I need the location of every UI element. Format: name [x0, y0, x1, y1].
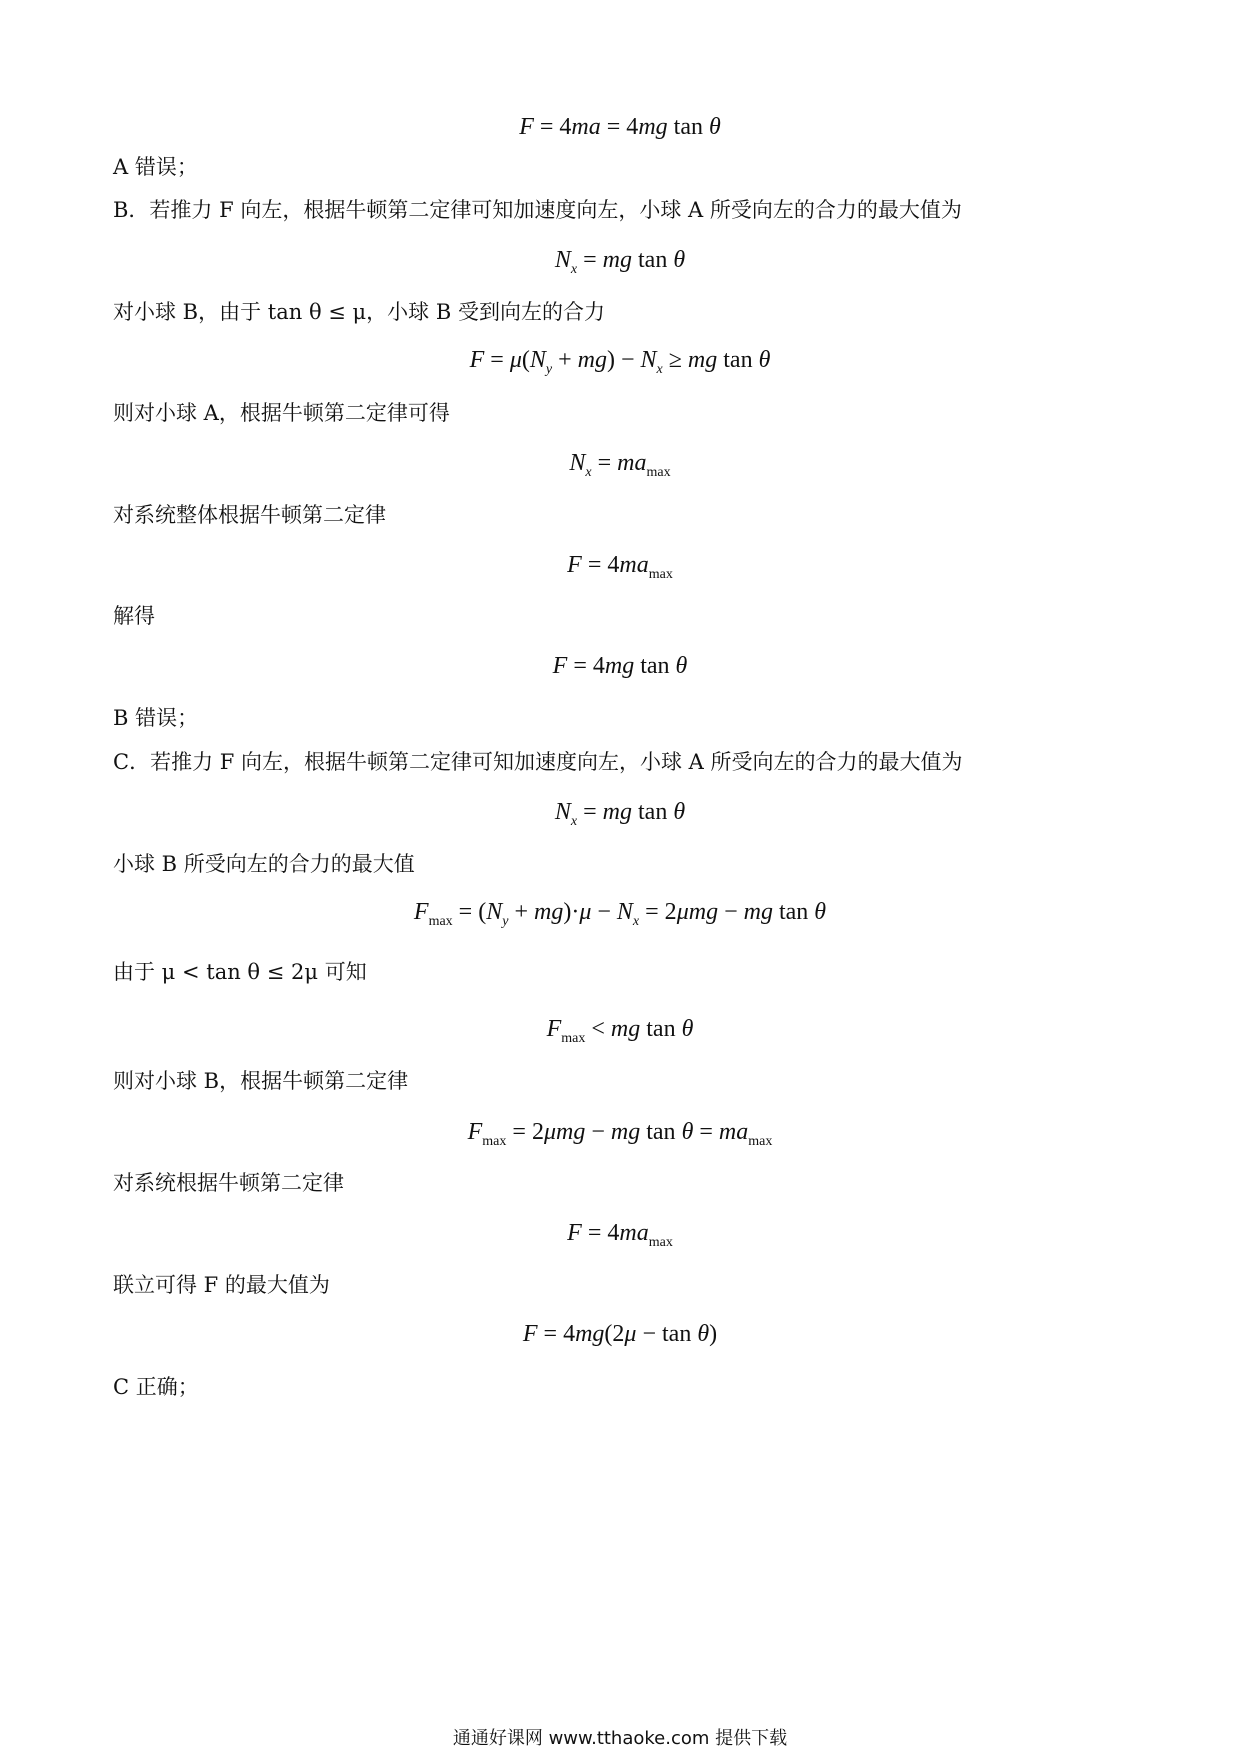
equation: F = 4ma = 4mg tan θ: [519, 114, 721, 140]
paragraph: 小球 B 所受向左的合力的最大值: [113, 852, 415, 876]
equation: $N_x$ = mg tan θ: [554, 799, 686, 829]
paragraph: B．若推力 F 向左，根据牛顿第二定律可知加速度向左，小球 A 所受向左的合力的最大值为: [113, 198, 962, 222]
page-footer: 通通好课网 www.tthaoke.com 提供下载: [452, 1728, 788, 1749]
paragraph: 对小球 B，由于 tan θ ≤ μ，小球 B 受到向左的合力: [113, 300, 605, 324]
paragraph: C 正确；: [113, 1375, 199, 1399]
paragraph: 解得: [113, 604, 155, 628]
paragraph: B 错误；: [113, 706, 199, 730]
paragraph: 对系统整体根据牛顿第二定律: [113, 503, 386, 527]
paragraph: C．若推力 F 向左，根据牛顿第二定律可知加速度向左，小球 A 所受向左的合力的最大值为: [113, 750, 963, 774]
equation: $F_{max} = 2\mu mg$ − mg $\tan \theta = ma_{max}$: [467, 1119, 773, 1149]
paragraph: A 错误；: [113, 155, 198, 179]
equation: $F = \mu(N_y + mg) - N_x$ ≥ mg tan θ: [469, 347, 771, 377]
paragraph: 则对小球 A，根据牛顿第二定律可得: [113, 401, 450, 425]
equation: $N_x$ = mg tan θ: [554, 247, 686, 277]
equation: $F = 4ma_{max}$: [567, 552, 673, 582]
equation: $F = 4ma_{max}$: [567, 1220, 673, 1250]
paragraph: 由于 μ < tan θ ≤ 2μ 可知: [113, 960, 367, 984]
equation: F = 4mg(2μ − tan θ): [522, 1321, 718, 1347]
equation: $N_x = ma_{max}$: [569, 450, 671, 480]
paragraph: 联立可得 F 的最大值为: [113, 1273, 330, 1297]
equation: F = 4mg tan θ: [552, 653, 688, 679]
paragraph: 则对小球 B，根据牛顿第二定律: [113, 1069, 409, 1093]
equation: $F_{max} = (N_y + mg)\cdot\mu - N_x = 2\mu mg$ − mg tan θ: [413, 899, 827, 929]
equation: $F_{max}$ < mg tan θ: [546, 1016, 694, 1046]
paragraph: 对系统根据牛顿第二定律: [113, 1171, 344, 1195]
